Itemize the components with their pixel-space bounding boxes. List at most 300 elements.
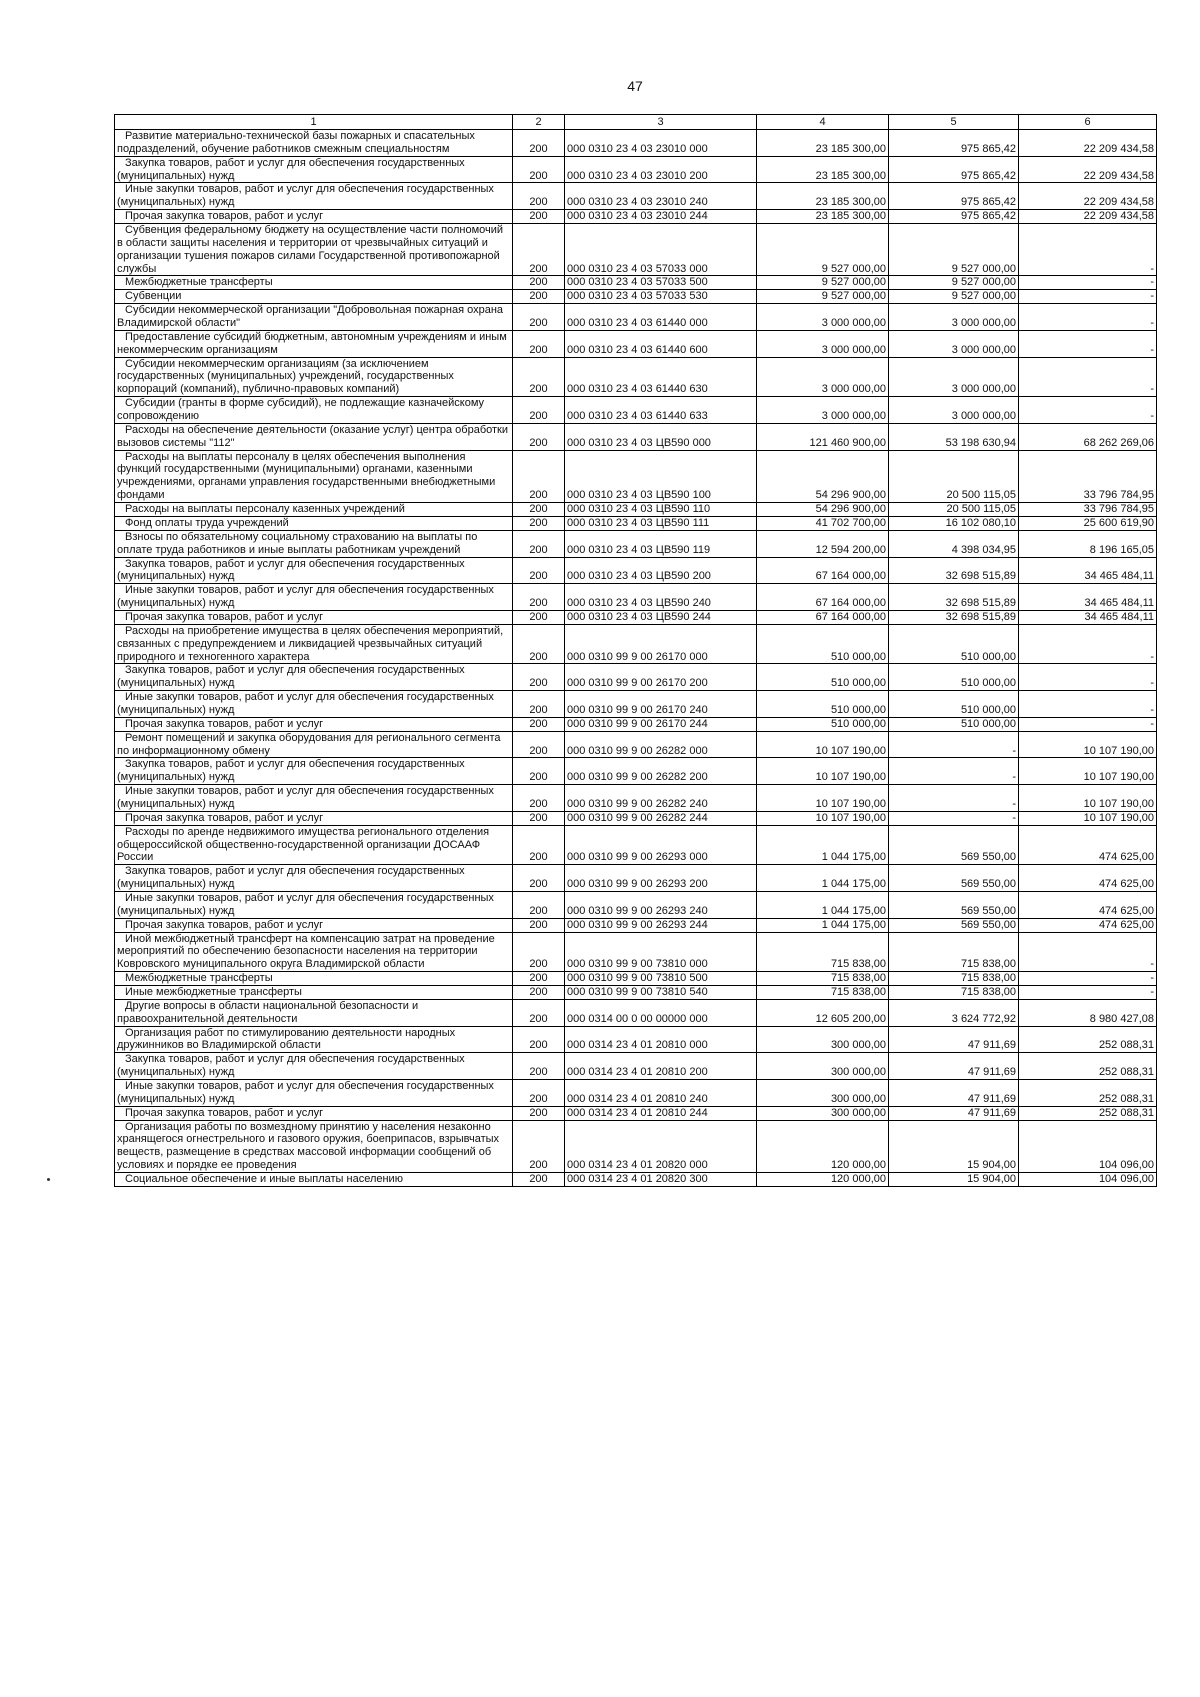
row-name-cell xyxy=(115,865,513,892)
table-row xyxy=(115,664,1157,691)
row-name-text: Иные закупки товаров, работ и услуг для обеспечения государственных (муниципальных) нужд xyxy=(117,785,494,810)
table-row xyxy=(115,1080,1157,1107)
row-budget-code-cell: 000 0314 23 4 01 20810 244 xyxy=(565,1106,757,1120)
row-budget-code-cell: 000 0310 99 9 00 73810 540 xyxy=(565,986,757,1000)
row-executed-cell: 3 624 772,92 xyxy=(889,999,1019,1026)
row-executed-cell: 47 911,69 xyxy=(889,1026,1019,1053)
column-number-header-row xyxy=(115,115,1157,130)
row-name-cell xyxy=(115,1026,513,1053)
row-name-text: Предоставление субсидий бюджетным, автономным учреждениям и иным некоммерческим организациям xyxy=(117,330,507,356)
row-approved-cell: 300 000,00 xyxy=(757,1080,889,1107)
row-approved-cell: 12 594 200,00 xyxy=(757,530,889,557)
table-row xyxy=(115,330,1157,357)
table-row xyxy=(115,584,1157,611)
row-unexecuted-cell: - xyxy=(1019,276,1157,290)
table-row xyxy=(115,825,1157,865)
row-name-text: Закупка товаров, работ и услуг для обеспечения государственных (муниципальных) нужд xyxy=(117,557,465,583)
row-executed-cell: 15 904,00 xyxy=(889,1173,1019,1187)
row-approved-cell: 41 702 700,00 xyxy=(757,516,889,530)
row-name-cell xyxy=(115,1120,513,1172)
row-budget-code-cell: 000 0310 23 4 03 ЦВ590 110 xyxy=(565,503,757,517)
row-executed-cell: 15 904,00 xyxy=(889,1120,1019,1172)
table-row xyxy=(115,865,1157,892)
row-executed-cell: 3 000 000,00 xyxy=(889,304,1019,331)
row-name-text: Другие вопросы в области национальной безопасности и правоохранительной деятельности xyxy=(117,999,419,1025)
row-executed-cell: - xyxy=(889,785,1019,812)
row-name-text: Межбюджетные трансферты xyxy=(125,276,273,289)
row-line-code-cell: 200 xyxy=(513,1026,565,1053)
row-budget-code-cell: 000 0310 99 9 00 26282 244 xyxy=(565,811,757,825)
table-row xyxy=(115,624,1157,664)
row-name-text: Фонд оплаты труда учреждений xyxy=(125,516,289,529)
row-unexecuted-cell: 22 209 434,58 xyxy=(1019,183,1157,210)
row-executed-cell: 16 102 080,10 xyxy=(889,516,1019,530)
row-name-cell xyxy=(115,972,513,986)
row-approved-cell: 9 527 000,00 xyxy=(757,276,889,290)
row-budget-code-cell: 000 0314 00 0 00 00000 000 xyxy=(565,999,757,1026)
row-name-text: Межбюджетные трансферты xyxy=(125,972,273,985)
row-approved-cell: 1 044 175,00 xyxy=(757,865,889,892)
row-name-cell xyxy=(115,276,513,290)
row-approved-cell: 300 000,00 xyxy=(757,1053,889,1080)
row-name-text: Развитие материально-технической базы пожарных и спасательных подразделений, обучение работников смежным специальностям xyxy=(117,130,475,155)
row-unexecuted-cell: 34 465 484,11 xyxy=(1019,584,1157,611)
row-approved-cell: 715 838,00 xyxy=(757,932,889,972)
row-unexecuted-cell: 252 088,31 xyxy=(1019,1053,1157,1080)
row-unexecuted-cell: 252 088,31 xyxy=(1019,1026,1157,1053)
row-name-text: Субвенции xyxy=(125,290,182,303)
row-unexecuted-cell: - xyxy=(1019,290,1157,304)
row-line-code-cell: 200 xyxy=(513,1106,565,1120)
row-line-code-cell: 200 xyxy=(513,516,565,530)
budget-execution-table xyxy=(114,114,1157,1187)
row-unexecuted-cell: - xyxy=(1019,932,1157,972)
row-name-text: Иные закупки товаров, работ и услуг для обеспечения государственных (муниципальных) нужд xyxy=(117,891,494,917)
row-executed-cell: 9 527 000,00 xyxy=(889,276,1019,290)
row-budget-code-cell: 000 0310 99 9 00 26170 244 xyxy=(565,717,757,731)
row-unexecuted-cell: 252 088,31 xyxy=(1019,1080,1157,1107)
table-row xyxy=(115,691,1157,718)
row-budget-code-cell: 000 0310 23 4 03 61440 633 xyxy=(565,397,757,424)
row-approved-cell: 510 000,00 xyxy=(757,717,889,731)
row-approved-cell: 3 000 000,00 xyxy=(757,304,889,331)
row-executed-cell: 9 527 000,00 xyxy=(889,290,1019,304)
row-line-code-cell: 200 xyxy=(513,397,565,424)
row-name-text: Прочая закупка товаров, работ и услуг xyxy=(125,717,324,730)
row-unexecuted-cell: 22 209 434,58 xyxy=(1019,130,1157,157)
row-unexecuted-cell: 22 209 434,58 xyxy=(1019,156,1157,183)
row-name-text: Расходы по аренде недвижимого имущества регионального отделения общероссийской общественно-государственной организации ДОСААФ России xyxy=(117,825,490,864)
row-unexecuted-cell: 34 465 484,11 xyxy=(1019,557,1157,584)
row-line-code-cell: 200 xyxy=(513,130,565,157)
row-unexecuted-cell: 33 796 784,95 xyxy=(1019,450,1157,502)
row-budget-code-cell: 000 0310 99 9 00 26170 000 xyxy=(565,624,757,664)
row-executed-cell: 715 838,00 xyxy=(889,986,1019,1000)
row-unexecuted-cell: 8 980 427,08 xyxy=(1019,999,1157,1026)
row-name-cell xyxy=(115,1080,513,1107)
table-row xyxy=(115,423,1157,450)
row-executed-cell: 47 911,69 xyxy=(889,1053,1019,1080)
row-line-code-cell: 200 xyxy=(513,999,565,1026)
row-name-cell xyxy=(115,1173,513,1187)
row-name-cell xyxy=(115,731,513,758)
row-executed-cell: 47 911,69 xyxy=(889,1080,1019,1107)
table-row xyxy=(115,1053,1157,1080)
row-line-code-cell: 200 xyxy=(513,972,565,986)
row-executed-cell: 32 698 515,89 xyxy=(889,557,1019,584)
row-executed-cell: 3 000 000,00 xyxy=(889,330,1019,357)
row-line-code-cell: 200 xyxy=(513,865,565,892)
row-unexecuted-cell: 474 625,00 xyxy=(1019,918,1157,932)
row-approved-cell: 120 000,00 xyxy=(757,1173,889,1187)
row-unexecuted-cell: - xyxy=(1019,691,1157,718)
row-name-cell xyxy=(115,918,513,932)
row-executed-cell: 9 527 000,00 xyxy=(889,224,1019,276)
row-approved-cell: 23 185 300,00 xyxy=(757,156,889,183)
row-unexecuted-cell: 474 625,00 xyxy=(1019,891,1157,918)
row-executed-cell: 569 550,00 xyxy=(889,825,1019,865)
row-name-cell xyxy=(115,156,513,183)
row-name-text: Прочая закупка товаров, работ и услуг xyxy=(125,210,324,223)
row-executed-cell: 975 865,42 xyxy=(889,183,1019,210)
row-unexecuted-cell: 34 465 484,11 xyxy=(1019,610,1157,624)
row-name-text: Расходы на выплаты персоналу казенных учреждений xyxy=(125,503,405,516)
row-name-cell xyxy=(115,986,513,1000)
row-executed-cell: 53 198 630,94 xyxy=(889,423,1019,450)
row-approved-cell: 54 296 900,00 xyxy=(757,450,889,502)
row-budget-code-cell: 000 0314 23 4 01 20810 240 xyxy=(565,1080,757,1107)
row-unexecuted-cell: - xyxy=(1019,357,1157,397)
row-line-code-cell: 200 xyxy=(513,664,565,691)
table-row xyxy=(115,999,1157,1026)
table-row xyxy=(115,731,1157,758)
row-line-code-cell: 200 xyxy=(513,691,565,718)
row-line-code-cell: 200 xyxy=(513,731,565,758)
row-line-code-cell: 200 xyxy=(513,450,565,502)
row-line-code-cell: 200 xyxy=(513,891,565,918)
row-executed-cell: 975 865,42 xyxy=(889,210,1019,224)
row-line-code-cell: 200 xyxy=(513,210,565,224)
row-unexecuted-cell: - xyxy=(1019,224,1157,276)
row-name-cell xyxy=(115,397,513,424)
row-unexecuted-cell: 104 096,00 xyxy=(1019,1173,1157,1187)
row-budget-code-cell: 000 0314 23 4 01 20810 200 xyxy=(565,1053,757,1080)
row-unexecuted-cell: 22 209 434,58 xyxy=(1019,210,1157,224)
row-line-code-cell: 200 xyxy=(513,811,565,825)
row-budget-code-cell: 000 0310 23 4 03 ЦВ590 100 xyxy=(565,450,757,502)
row-name-cell xyxy=(115,503,513,517)
row-unexecuted-cell: 25 600 619,90 xyxy=(1019,516,1157,530)
row-executed-cell: 4 398 034,95 xyxy=(889,530,1019,557)
row-name-cell xyxy=(115,210,513,224)
row-executed-cell: 569 550,00 xyxy=(889,891,1019,918)
row-name-cell xyxy=(115,584,513,611)
row-name-cell xyxy=(115,610,513,624)
row-executed-cell: 510 000,00 xyxy=(889,624,1019,664)
table-row xyxy=(115,503,1157,517)
table-row xyxy=(115,130,1157,157)
row-unexecuted-cell: 8 196 165,05 xyxy=(1019,530,1157,557)
row-line-code-cell: 200 xyxy=(513,918,565,932)
row-budget-code-cell: 000 0310 99 9 00 26170 200 xyxy=(565,664,757,691)
row-name-text: Расходы на выплаты персоналу в целях обеспечения выполнения функций государственными (муниципальными) органами, казенными учреждениями, органами управления государственными внебюджетными фондами xyxy=(117,450,496,502)
row-name-text: Взносы по обязательному социальному страхованию на выплаты по оплате труда работников и иные выплаты работникам учреждений xyxy=(117,530,478,556)
row-line-code-cell: 200 xyxy=(513,825,565,865)
row-name-cell xyxy=(115,785,513,812)
row-name-text: Иные закупки товаров, работ и услуг для обеспечения государственных (муниципальных) нужд xyxy=(117,1080,494,1105)
row-line-code-cell: 200 xyxy=(513,1120,565,1172)
row-line-code-cell: 200 xyxy=(513,1080,565,1107)
row-budget-code-cell: 000 0310 99 9 00 73810 500 xyxy=(565,972,757,986)
row-unexecuted-cell: 10 107 190,00 xyxy=(1019,731,1157,758)
row-budget-code-cell: 000 0310 99 9 00 73810 000 xyxy=(565,932,757,972)
row-line-code-cell: 200 xyxy=(513,758,565,785)
row-name-cell xyxy=(115,664,513,691)
row-name-cell xyxy=(115,557,513,584)
row-budget-code-cell: 000 0310 99 9 00 26170 240 xyxy=(565,691,757,718)
row-name-cell xyxy=(115,224,513,276)
row-name-cell xyxy=(115,825,513,865)
row-name-text: Организация работы по возмездному принятию у населения незаконно хранящегося огнестрельного и газового оружия, боеприпасов, взрывчатых веществ, размещение в средствах массовой информации сообщений об условиях и порядке ее проведения xyxy=(117,1120,500,1172)
row-name-cell xyxy=(115,811,513,825)
row-approved-cell: 10 107 190,00 xyxy=(757,785,889,812)
row-budget-code-cell: 000 0314 23 4 01 20820 300 xyxy=(565,1173,757,1187)
row-line-code-cell: 200 xyxy=(513,584,565,611)
row-unexecuted-cell: 10 107 190,00 xyxy=(1019,785,1157,812)
row-name-cell xyxy=(115,423,513,450)
row-approved-cell: 23 185 300,00 xyxy=(757,183,889,210)
row-budget-code-cell: 000 0310 99 9 00 26282 200 xyxy=(565,758,757,785)
row-executed-cell: 510 000,00 xyxy=(889,691,1019,718)
row-line-code-cell: 200 xyxy=(513,1053,565,1080)
table-row xyxy=(115,1173,1157,1187)
row-name-text: Закупка товаров, работ и услуг для обеспечения государственных (муниципальных) нужд xyxy=(117,758,465,784)
row-approved-cell: 300 000,00 xyxy=(757,1106,889,1120)
row-line-code-cell: 200 xyxy=(513,330,565,357)
row-executed-cell: 715 838,00 xyxy=(889,932,1019,972)
row-executed-cell: 975 865,42 xyxy=(889,130,1019,157)
row-approved-cell: 67 164 000,00 xyxy=(757,557,889,584)
row-name-cell xyxy=(115,516,513,530)
row-line-code-cell: 200 xyxy=(513,624,565,664)
row-approved-cell: 67 164 000,00 xyxy=(757,610,889,624)
row-unexecuted-cell: - xyxy=(1019,304,1157,331)
table-row xyxy=(115,758,1157,785)
row-executed-cell: 32 698 515,89 xyxy=(889,610,1019,624)
row-approved-cell: 67 164 000,00 xyxy=(757,584,889,611)
row-line-code-cell: 200 xyxy=(513,357,565,397)
row-approved-cell: 715 838,00 xyxy=(757,972,889,986)
table-row xyxy=(115,932,1157,972)
row-name-cell xyxy=(115,330,513,357)
row-approved-cell: 510 000,00 xyxy=(757,664,889,691)
table-row xyxy=(115,891,1157,918)
row-budget-code-cell: 000 0314 23 4 01 20820 000 xyxy=(565,1120,757,1172)
column-header-2: 2 xyxy=(513,115,565,130)
row-approved-cell: 3 000 000,00 xyxy=(757,357,889,397)
row-unexecuted-cell: 10 107 190,00 xyxy=(1019,758,1157,785)
row-name-text: Прочая закупка товаров, работ и услуг xyxy=(125,1106,324,1119)
row-unexecuted-cell: 68 262 269,06 xyxy=(1019,423,1157,450)
table-row xyxy=(115,530,1157,557)
row-name-cell xyxy=(115,530,513,557)
row-approved-cell: 3 000 000,00 xyxy=(757,330,889,357)
table-row xyxy=(115,397,1157,424)
row-name-cell xyxy=(115,1106,513,1120)
row-line-code-cell: 200 xyxy=(513,503,565,517)
row-name-text: Прочая закупка товаров, работ и услуг xyxy=(125,610,324,623)
row-budget-code-cell: 000 0314 23 4 01 20810 000 xyxy=(565,1026,757,1053)
row-approved-cell: 23 185 300,00 xyxy=(757,130,889,157)
row-name-cell xyxy=(115,450,513,502)
row-name-cell xyxy=(115,304,513,331)
row-budget-code-cell: 000 0310 23 4 03 61440 600 xyxy=(565,330,757,357)
row-name-text: Субсидии некоммерческой организации "Добровольная пожарная охрана Владимирской области" xyxy=(117,304,504,330)
row-line-code-cell: 200 xyxy=(513,610,565,624)
row-approved-cell: 10 107 190,00 xyxy=(757,758,889,785)
row-approved-cell: 23 185 300,00 xyxy=(757,210,889,224)
row-executed-cell: 715 838,00 xyxy=(889,972,1019,986)
row-budget-code-cell: 000 0310 99 9 00 26293 000 xyxy=(565,825,757,865)
table-row xyxy=(115,717,1157,731)
column-header-1: 1 xyxy=(115,115,513,130)
row-name-cell xyxy=(115,691,513,718)
row-executed-cell: 32 698 515,89 xyxy=(889,584,1019,611)
row-budget-code-cell: 000 0310 23 4 03 23010 240 xyxy=(565,183,757,210)
row-budget-code-cell: 000 0310 23 4 03 57033 000 xyxy=(565,224,757,276)
row-name-text: Иные закупки товаров, работ и услуг для обеспечения государственных (муниципальных) нужд xyxy=(117,584,494,610)
column-header-3: 3 xyxy=(565,115,757,130)
row-budget-code-cell: 000 0310 23 4 03 23010 000 xyxy=(565,130,757,157)
table-row xyxy=(115,610,1157,624)
table-row xyxy=(115,1106,1157,1120)
row-name-text: Расходы на обеспечение деятельности (оказание услуг) центра обработки вызовов системы "112" xyxy=(117,423,509,449)
row-approved-cell: 10 107 190,00 xyxy=(757,811,889,825)
row-line-code-cell: 200 xyxy=(513,423,565,450)
row-executed-cell: 975 865,42 xyxy=(889,156,1019,183)
row-executed-cell: 510 000,00 xyxy=(889,664,1019,691)
row-name-cell xyxy=(115,891,513,918)
table-row xyxy=(115,357,1157,397)
row-line-code-cell: 200 xyxy=(513,183,565,210)
row-budget-code-cell: 000 0310 99 9 00 26282 000 xyxy=(565,731,757,758)
column-header-6: 6 xyxy=(1019,115,1157,130)
row-executed-cell: 3 000 000,00 xyxy=(889,357,1019,397)
row-line-code-cell: 200 xyxy=(513,276,565,290)
row-approved-cell: 10 107 190,00 xyxy=(757,731,889,758)
row-name-cell xyxy=(115,130,513,157)
row-name-cell xyxy=(115,624,513,664)
row-budget-code-cell: 000 0310 23 4 03 ЦВ590 200 xyxy=(565,557,757,584)
row-approved-cell: 3 000 000,00 xyxy=(757,397,889,424)
row-approved-cell: 510 000,00 xyxy=(757,624,889,664)
row-line-code-cell: 200 xyxy=(513,156,565,183)
row-name-cell xyxy=(115,932,513,972)
row-unexecuted-cell: 474 625,00 xyxy=(1019,825,1157,865)
row-approved-cell: 1 044 175,00 xyxy=(757,891,889,918)
table-row xyxy=(115,516,1157,530)
row-approved-cell: 12 605 200,00 xyxy=(757,999,889,1026)
row-approved-cell: 1 044 175,00 xyxy=(757,918,889,932)
row-approved-cell: 121 460 900,00 xyxy=(757,423,889,450)
row-name-text: Прочая закупка товаров, работ и услуг xyxy=(125,811,324,824)
row-unexecuted-cell: 252 088,31 xyxy=(1019,1106,1157,1120)
row-executed-cell: - xyxy=(889,731,1019,758)
row-budget-code-cell: 000 0310 99 9 00 26293 240 xyxy=(565,891,757,918)
row-approved-cell: 510 000,00 xyxy=(757,691,889,718)
row-line-code-cell: 200 xyxy=(513,557,565,584)
row-name-text: Социальное обеспечение и иные выплаты населению xyxy=(125,1173,403,1186)
row-line-code-cell: 200 xyxy=(513,785,565,812)
row-name-text: Иные закупки товаров, работ и услуг для обеспечения государственных (муниципальных) нужд xyxy=(117,691,494,716)
row-name-text: Закупка товаров, работ и услуг для обеспечения государственных (муниципальных) нужд xyxy=(117,664,465,690)
row-budget-code-cell: 000 0310 23 4 03 23010 244 xyxy=(565,210,757,224)
table-row xyxy=(115,224,1157,276)
row-budget-code-cell: 000 0310 23 4 03 ЦВ590 000 xyxy=(565,423,757,450)
row-executed-cell: 20 500 115,05 xyxy=(889,503,1019,517)
row-line-code-cell: 200 xyxy=(513,932,565,972)
row-approved-cell: 120 000,00 xyxy=(757,1120,889,1172)
row-unexecuted-cell: - xyxy=(1019,717,1157,731)
row-approved-cell: 9 527 000,00 xyxy=(757,224,889,276)
row-budget-code-cell: 000 0310 23 4 03 ЦВ590 244 xyxy=(565,610,757,624)
row-executed-cell: 569 550,00 xyxy=(889,865,1019,892)
row-executed-cell: - xyxy=(889,758,1019,785)
row-unexecuted-cell: - xyxy=(1019,986,1157,1000)
row-name-text: Субсидии (гранты в форме субсидий), не подлежащие казначейскому сопровождению xyxy=(117,397,485,423)
row-name-text: Прочая закупка товаров, работ и услуг xyxy=(125,918,324,931)
row-approved-cell: 1 044 175,00 xyxy=(757,825,889,865)
row-name-cell xyxy=(115,357,513,397)
table-row xyxy=(115,210,1157,224)
table-row xyxy=(115,290,1157,304)
column-header-4: 4 xyxy=(757,115,889,130)
table-row xyxy=(115,1026,1157,1053)
row-budget-code-cell: 000 0310 99 9 00 26282 240 xyxy=(565,785,757,812)
table-row xyxy=(115,986,1157,1000)
row-line-code-cell: 200 xyxy=(513,224,565,276)
row-line-code-cell: 200 xyxy=(513,1173,565,1187)
row-name-text: Субвенция федеральному бюджету на осуществление части полномочий в области защиты населения и территории от чрезвычайных ситуаций и организации тушения пожаров силами Государственной противопожарной службы xyxy=(117,224,504,275)
row-unexecuted-cell: - xyxy=(1019,330,1157,357)
row-executed-cell: 3 000 000,00 xyxy=(889,397,1019,424)
table-row xyxy=(115,785,1157,812)
table-row xyxy=(115,156,1157,183)
row-line-code-cell: 200 xyxy=(513,986,565,1000)
row-name-cell xyxy=(115,758,513,785)
row-name-text: Расходы на приобретение имущества в целях обеспечения мероприятий, связанных с предупреждением и ликвидацией чрезвычайных ситуаций природного и техногенного характера xyxy=(117,624,504,663)
table-row xyxy=(115,918,1157,932)
scan-dot xyxy=(47,1178,50,1181)
row-name-text: Ремонт помещений и закупка оборудования для регионального сегмента по информационному обмену xyxy=(117,731,501,757)
row-name-text: Субсидии некоммерческим организациям (за исключением государственных (муниципальных) учреждений, государственных корпораций (компаний), публично-правовых компаний) xyxy=(117,357,454,396)
row-name-cell xyxy=(115,1053,513,1080)
row-unexecuted-cell: 33 796 784,95 xyxy=(1019,503,1157,517)
row-budget-code-cell: 000 0310 23 4 03 ЦВ590 111 xyxy=(565,516,757,530)
row-approved-cell: 54 296 900,00 xyxy=(757,503,889,517)
row-line-code-cell: 200 xyxy=(513,304,565,331)
row-name-text: Закупка товаров, работ и услуг для обеспечения государственных (муниципальных) нужд xyxy=(117,1053,465,1079)
row-budget-code-cell: 000 0310 99 9 00 26293 244 xyxy=(565,918,757,932)
table-row xyxy=(115,1120,1157,1172)
table-row xyxy=(115,450,1157,502)
row-unexecuted-cell: - xyxy=(1019,624,1157,664)
row-name-text: Иные закупки товаров, работ и услуг для обеспечения государственных (муниципальных) нужд xyxy=(117,183,494,209)
row-name-cell xyxy=(115,717,513,731)
row-budget-code-cell: 000 0310 99 9 00 26293 200 xyxy=(565,865,757,892)
row-budget-code-cell: 000 0310 23 4 03 57033 500 xyxy=(565,276,757,290)
row-executed-cell: - xyxy=(889,811,1019,825)
